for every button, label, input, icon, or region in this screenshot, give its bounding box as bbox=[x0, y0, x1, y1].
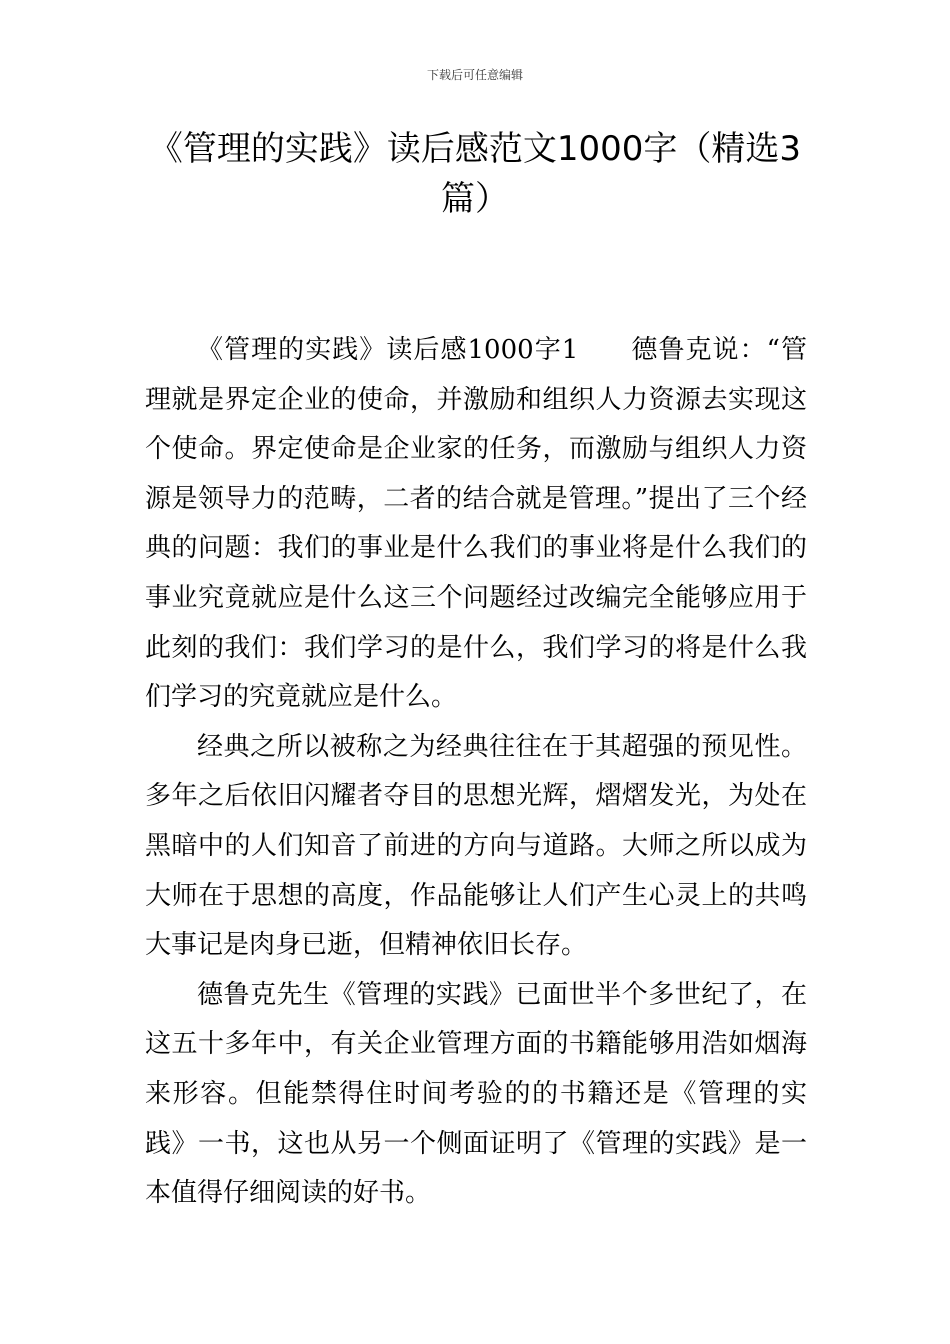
paragraph-1 bbox=[145, 326, 807, 723]
paragraph-3: 德鲁克先生《管理的实践》已面世半个多世纪了，在这五十多年中，有关企业管理方面的书籍能够用浩如烟海来形容。但能禁得住时间考验的的书籍还是《管理的实践》一书，这也从另一个侧面证明了《管理的实践》是一本值得仔细阅读的好书。 bbox=[145, 979, 807, 1209]
document-body bbox=[145, 326, 807, 1219]
document-title: 《管理的实践》读后感范文1000字（精选3篇） bbox=[148, 129, 802, 219]
paragraph-1-heading: 《管理的实践》读后感1000字1 bbox=[197, 335, 579, 365]
paragraph-2: 经典之所以被称之为经典往往在于其超强的预见性。多年之后依旧闪耀者夺目的思想光辉，熠熠发光，为处在黑暗中的人们知音了前进的方向与道路。大师之所以成为大师在于思想的高度，作品能够让人们产生心灵上的共鸣大事记是肉身已逝，但精神依旧长存。 bbox=[145, 731, 807, 961]
header-note: 下载后可任意编辑 bbox=[426, 68, 523, 82]
paragraph-1-text: 德鲁克说：“管理就是界定企业的使命，并激励和组织人力资源去实现这个使命。界定使命是企业家的任务，而激励与组织人力资源是领导力的范畴，二者的结合就是管理。”提出了三个经典的问题：我们的事业是什么我们的事业将是什么我们的事业究竟就应是什么这三个问题经过改编完全能够应用于此刻的我们：我们学习的是什么，我们学习的将是什么我们学习的究竟就应是什么。 bbox=[145, 335, 807, 713]
